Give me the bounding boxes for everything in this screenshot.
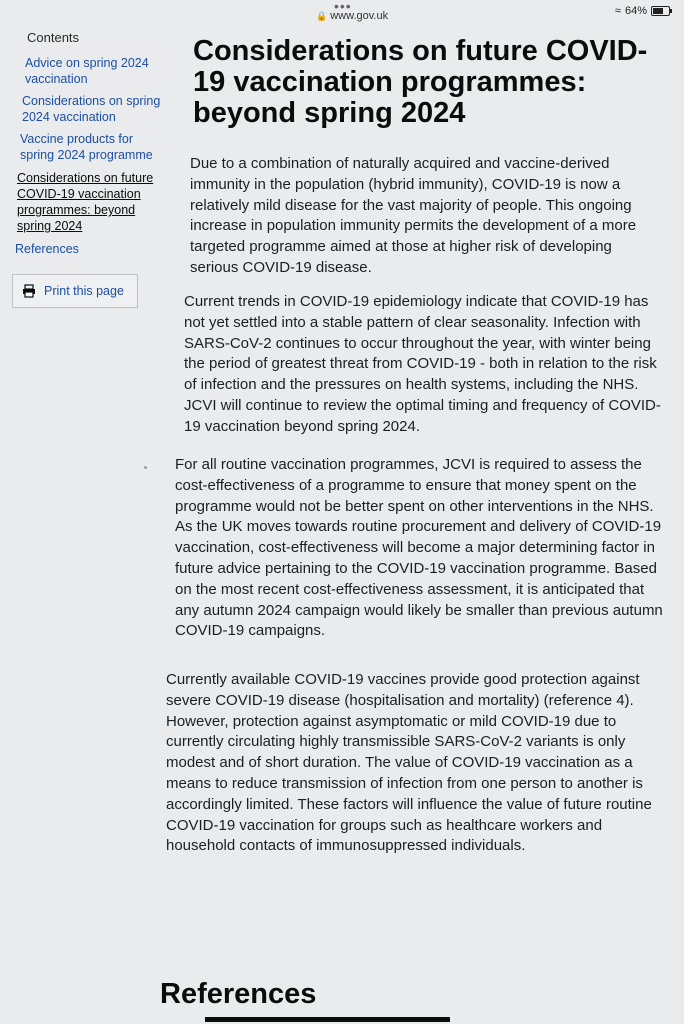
contents-sidebar bbox=[0, 0, 180, 1024]
status-indicators bbox=[615, 5, 670, 17]
paragraph-cost-effectiveness: For all routine vaccination programmes, JCVI is required to assess the cost-effectiveness of a programme to ensure that money spent on the programme would not be better spent on other interventions in the NHS. As the UK moves towards routine procurement and delivery of COVID-19 vaccination, cost-effectiveness will become a major determining factor in future advice pertaining to the COVID-19 vaccination programme. Based on the most recent cost-effectiveness assessment, it is anticipated that any autumn 2024 campaign would likely be smaller than previous autumn COVID-19 campaigns. bbox=[175, 456, 663, 640]
printer-icon bbox=[22, 284, 36, 298]
battery-level-fill bbox=[653, 8, 663, 14]
paragraph-vaccine-protection: Currently available COVID-19 vaccines provide good protection against severe COVID-19 disease (hospitalisation and mortality) (reference 4). However, protection against asymptomatic or mild COVID-19 due to currently circulating highly transmissible SARS-CoV-2 variants is only modest and of short duration. The value of COVID-19 vaccination as a means to reduce transmission of infection from one person to another is accordingly limited. These factors will influence the value of future routine COVID-19 vaccination for groups such as healthcare workers and household contacts of immunosuppressed individuals. bbox=[166, 671, 652, 855]
print-page-button[interactable] bbox=[12, 274, 138, 308]
page-title: Considerations on future COVID-19 vaccination programmes: beyond spring 2024 bbox=[193, 35, 648, 129]
battery-percent: 64% bbox=[624, 5, 647, 17]
print-page-label: Print this page bbox=[44, 284, 124, 298]
lock-icon: 🔒 bbox=[316, 11, 328, 21]
toc-link-references[interactable]: References bbox=[15, 242, 79, 256]
paragraph-epidemiology-trends: Current trends in COVID-19 epidemiology indicate that COVID-19 has not yet settled into a stable pattern of clear seasonality. Infection with SARS-CoV-2 continues to occur throughout the year, with winter being the period of greatest threat from COVID-19 - both in relation to the risk of infection and the pressures on health systems, including the NHS. JCVI will continue to review the optimal timing and frequency of COVID-19 vaccination beyond spring 2024. bbox=[184, 293, 661, 435]
toc-link-advice-spring-2024[interactable]: Advice on spring 2024 vaccination bbox=[25, 56, 149, 86]
battery-icon bbox=[651, 6, 670, 16]
tab-dots-icon[interactable]: ••• bbox=[334, 0, 352, 14]
contents-heading: Contents bbox=[27, 30, 80, 45]
address-bar[interactable] bbox=[316, 10, 388, 22]
references-heading: References bbox=[160, 978, 317, 1010]
decorative-dot bbox=[144, 466, 147, 469]
toc-link-vaccine-products[interactable]: Vaccine products for spring 2024 programme bbox=[20, 132, 153, 162]
toc-link-future-programmes[interactable]: Considerations on future COVID-19 vaccination programmes: beyond spring 2024 bbox=[17, 171, 154, 233]
toc-link-considerations-spring-2024[interactable]: Considerations on spring 2024 vaccination bbox=[22, 94, 161, 124]
wifi-icon: ≈ bbox=[614, 5, 621, 17]
references-divider bbox=[205, 1017, 450, 1022]
paragraph-hybrid-immunity: Due to a combination of naturally acquired and vaccine-derived immunity in the population (hybrid immunity), COVID-19 is now a relatively mild disease for the vast majority of people. This ongoing increase in population immunity permits the development of a more targeted programme aimed at those at higher risk of developing serious COVID-19 disease. bbox=[190, 155, 637, 276]
url-text: www.gov.uk bbox=[330, 10, 389, 22]
